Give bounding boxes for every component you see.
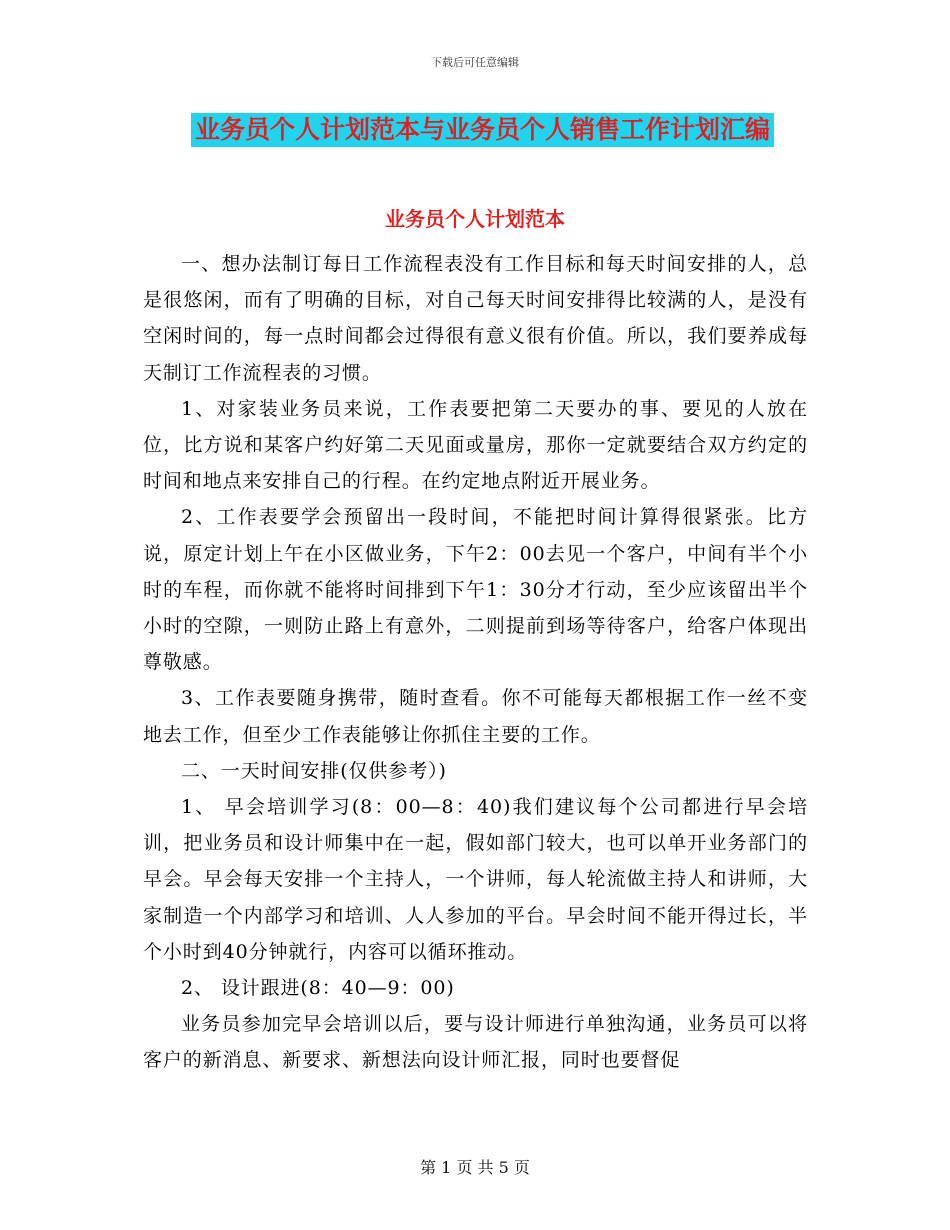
document-title: 业务员个人计划范本与业务员个人销售工作计划汇编 [191,113,774,147]
paragraph: 1、 早会培训学习(8：00—8：40)我们建议每个公司都进行早会培训，把业务员和设计师集中在一起，假如部门较大，也可以单开业务部门的早会。早会每天安排一个主持人，一个讲师，每人轮流做主持人和讲师，大家制造一个内部学习和培训、人人参加的平台。早会时间不能开得过长，半个小时到40分钟就行，内容可以循环推动。 [143,796,808,963]
page-number-footer: 第 1 页 共 5 页 [420,1158,530,1177]
paragraph: 2、 设计跟进(8：40—9：00) [181,977,455,1000]
paragraph: 二、一天时间安排(仅供参考）) [181,759,447,782]
paragraph: 2、工作表要学会预留出一段时间，不能把时间计算得很紧张。比方说，原定计划上午在小区做业务，下午2：00去见一个客户，中间有半个小时的车程，而你就不能将时间排到下午1：30分才行动，至少应该留出半个小时的空隙，一则防止路上有意外，二则提前到场等待客户，给客户体现出尊敬感。 [143,506,808,674]
paragraph: 3、工作表要随身携带，随时查看。你不可能每天都根据工作一丝不变地去工作，但至少工作表能够让你抓住主要的工作。 [143,687,808,746]
page-header-note: 下载后可任意编辑 [431,56,519,69]
section-title: 业务员个人计划范本 [385,207,565,231]
document-body [143,246,808,1079]
paragraph: 一、想办法制订每日工作流程表没有工作目标和每天时间安排的人，总是很悠闲，而有了明确的目标，对自己每天时间安排得比较满的人，是没有空闲时间的，每一点时间都会过得很有意义很有价值。所以，我们要养成每天制订工作流程表的习惯。 [143,253,808,384]
paragraph: 1、对家装业务员来说，工作表要把第二天要办的事、要见的人放在位，比方说和某客户约好第二天见面或量房，那你一定就要结合双方约定的时间和地点来安排自己的行程。在约定地点附近开展业务。 [143,397,808,493]
paragraph: 业务员参加完早会培训以后，要与设计师进行单独沟通，业务员可以将客户的新消息、新要求、新想法向设计师汇报，同时也要督促 [143,1013,808,1072]
